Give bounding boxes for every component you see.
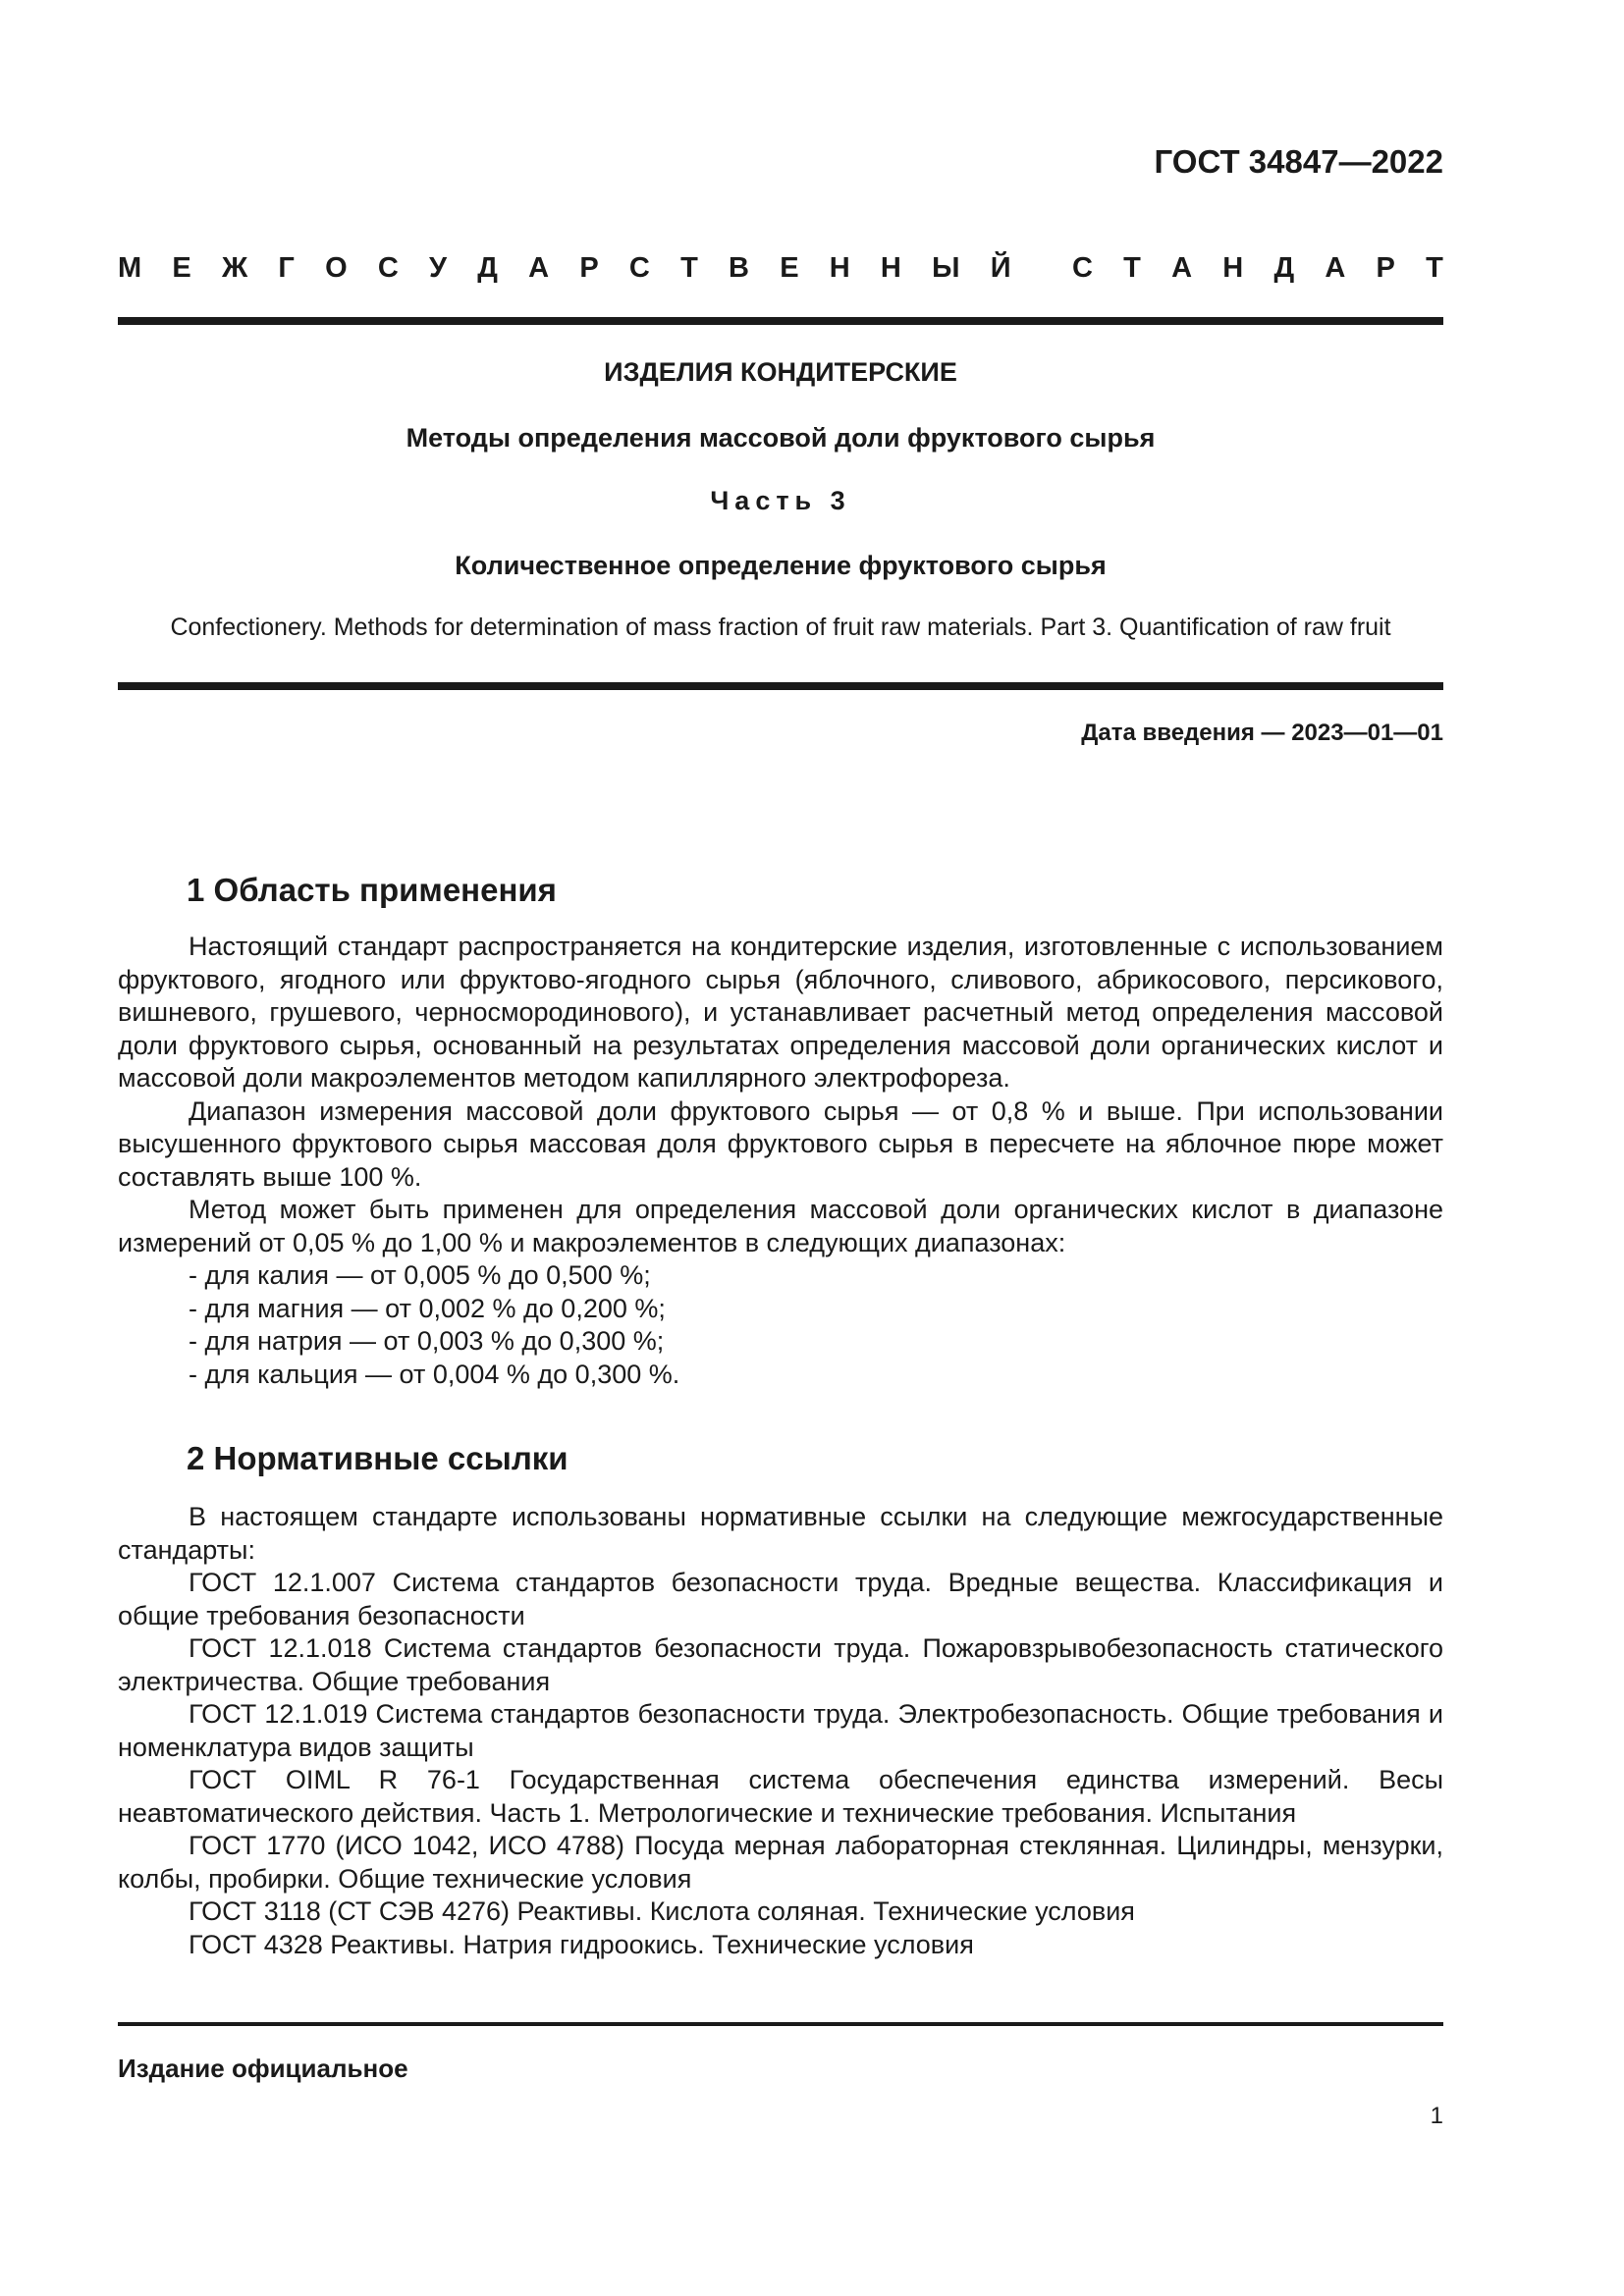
reference-item: ГОСТ 1770 (ИСО 1042, ИСО 4788) Посуда мерная лабораторная стеклянная. Цилиндры, мензурки, колбы, пробирки. Общие технические условия (118, 1831, 1443, 1894)
section-2-heading: 2 Нормативные ссылки (187, 1440, 568, 1476)
banner-letter: А (1171, 252, 1193, 284)
footer-rule (118, 2022, 1443, 2026)
list-item: - для калия — от 0,005 % до 0,500 %; (189, 1260, 651, 1290)
banner-letter: Г (278, 252, 295, 284)
banner-letter: Т (1426, 252, 1443, 284)
page-number: 1 (1430, 2103, 1443, 2129)
banner-letter: Д (1273, 252, 1295, 284)
list-item: - для натрия — от 0,003 % до 0,300 %; (189, 1326, 665, 1356)
banner-letter: С (377, 252, 399, 284)
banner-letter: Р (579, 252, 599, 284)
introduction-date: Дата введения — 2023—01—01 (1081, 720, 1443, 746)
banner-letter: Н (829, 252, 850, 284)
list-item: - для кальция — от 0,004 % до 0,300 %. (189, 1359, 680, 1389)
banner-letter: Ж (221, 252, 248, 284)
banner-letter: С (1072, 252, 1093, 284)
banner-letter: Т (680, 252, 698, 284)
reference-item: ГОСТ 12.1.018 Система стандартов безопасности труда. Пожаровзрывобезопасность статического электричества. Общие требования (118, 1633, 1443, 1696)
banner-letter: М (118, 252, 142, 284)
section-1-heading: 1 Область применения (187, 872, 557, 908)
standard-code: ГОСТ 34847—2022 (1154, 143, 1443, 180)
banner-letter: Ы (932, 252, 960, 284)
reference-item: ГОСТ OIML R 76-1 Государственная система обеспечения единства измерений. Весы неавтоматического действия. Часть 1. Метрологические и технические требования. Испытания (118, 1765, 1443, 1828)
reference-item: ГОСТ 4328 Реактивы. Натрия гидроокись. Технические условия (189, 1929, 974, 1959)
reference-item: ГОСТ 3118 (СТ СЭВ 4276) Реактивы. Кислота соляная. Технические условия (189, 1896, 1135, 1926)
banner-letter: Н (1222, 252, 1244, 284)
reference-item: ГОСТ 12.1.019 Система стандартов безопасности труда. Электробезопасность. Общие требования и номенклатура видов защиты (118, 1699, 1443, 1762)
section-1-body (118, 931, 1443, 1391)
banner-letter: Р (1376, 252, 1395, 284)
part-label: Часть 3 (710, 486, 851, 515)
banner-letter: Е (780, 252, 799, 284)
banner-letter: А (528, 252, 550, 284)
interstate-standard-banner (118, 252, 1443, 285)
paragraph: Настоящий стандарт распространяется на кондитерские изделия, изготовленные с использованием фруктового, ягодного или фруктово-ягодного сырья (яблочного, сливового, абрикосового, персикового, вишневого, грушевого, черносмородинового), и устанавливает расчетный метод определения массовой доли фруктового сырья, основанный на результатах определения массовой доли органических кислот и массовой доли макроэлементов методом капиллярного электрофореза. (118, 932, 1443, 1093)
banner-letter: В (729, 252, 749, 284)
banner-letter: А (1325, 252, 1346, 284)
english-title: Confectionery. Methods for determination of mass fraction of fruit raw materials. Part 3. Quantification of raw fruit (170, 614, 1391, 641)
document-title: ИЗДЕЛИЯ КОНДИТЕРСКИЕ (604, 357, 957, 387)
banner-letter: Д (477, 252, 498, 284)
banner-letter: Н (880, 252, 901, 284)
banner-letter: Й (990, 252, 1011, 284)
banner-letter: С (628, 252, 650, 284)
title-rule (118, 682, 1443, 690)
part-title: Количественное определение фруктового сырья (455, 551, 1107, 580)
official-edition-label: Издание официальное (118, 2054, 408, 2083)
paragraph: Метод может быть применен для определения массовой доли органических кислот в диапазоне измерений от 0,05 % до 1,00 % и макроэлементов в следующих диапазонах: (118, 1195, 1443, 1257)
banner-letter: Е (172, 252, 191, 284)
reference-item: ГОСТ 12.1.007 Система стандартов безопасности труда. Вредные вещества. Классификация и общие требования безопасности (118, 1568, 1443, 1630)
document-subtitle: Методы определения массовой доли фруктового сырья (406, 423, 1156, 453)
banner-letter: Т (1123, 252, 1141, 284)
paragraph: Диапазон измерения массовой доли фруктового сырья — от 0,8 % и выше. При использовании высушенного фруктового сырья массовая доля фруктового сырья в пересчете на яблочное пюре может составлять выше 100 %. (118, 1095, 1443, 1192)
top-rule (118, 317, 1443, 325)
list-item: - для магния — от 0,002 % до 0,200 %; (189, 1293, 666, 1323)
banner-letter: У (429, 252, 448, 284)
section-2-body (118, 1501, 1443, 1961)
banner-letter: О (325, 252, 348, 284)
paragraph: В настоящем стандарте использованы нормативные ссылки на следующие межгосударственные стандарты: (118, 1502, 1443, 1565)
